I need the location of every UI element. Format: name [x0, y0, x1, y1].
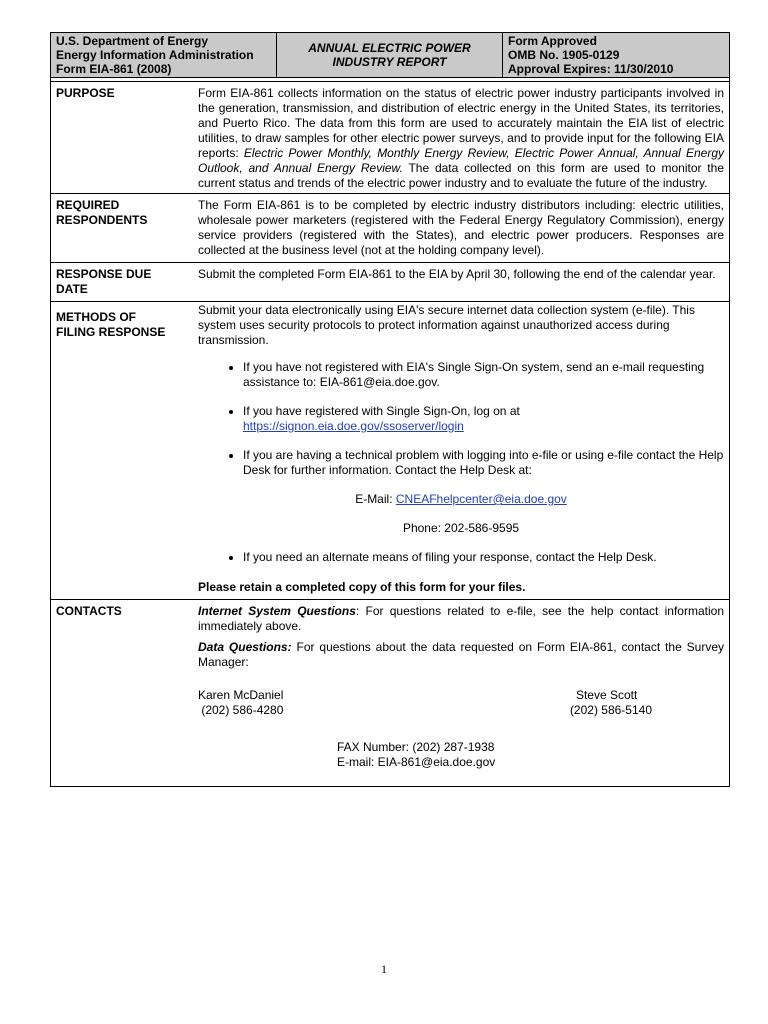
form-header: [51, 33, 730, 78]
respondents-row: [50, 194, 730, 263]
purpose-text-b: The data collected on this form are used to monitor the current status and trends of the electric power industry and to evaluate the future of the industry.: [198, 161, 724, 190]
signon-link[interactable]: https://signon.eia.doe.gov/ssoserver/login: [243, 419, 464, 433]
respondents-text: The Form EIA-861 is to be completed by electric industry distributors including: electric utilities, wholesale power marketers (registered with the Federal Energy Regulatory Commission), energy service providers (registered with the States), and electric power producers. Responses are collected at the business level (not at the holding company level).: [190, 194, 730, 263]
due-date-label-1: RESPONSE DUE: [56, 267, 152, 281]
methods-bullet-list: [198, 360, 724, 478]
help-desk-phone: Phone: 202-586-9595: [402, 521, 520, 535]
agency-line-1: U.S. Department of Energy: [56, 34, 209, 48]
methods-label: [50, 302, 190, 600]
methods-row: [50, 302, 730, 600]
methods-intro: Submit your data electronically using EIA's secure internet data collection system (e-file). This system uses security protocols to protect information against unauthorized access during transmission.: [198, 303, 695, 347]
bullet-alternate: • If you need an alternate means of filing your response, contact the Help Desk.: [243, 550, 724, 565]
title-line-2: INDUSTRY REPORT: [332, 55, 447, 69]
data-heading: Data Questions:: [198, 640, 292, 654]
respondents-label-1: REQUIRED: [56, 198, 120, 212]
approval-expires: Approval Expires: 11/30/2010: [508, 62, 674, 76]
omb-number: OMB No. 1905-0129: [508, 48, 620, 62]
internet-heading: Internet System Questions: [198, 604, 356, 618]
data-text: For questions about the data requested on Form EIA-861, contact the Survey Manager:: [198, 640, 725, 669]
purpose-text-a: Form EIA-861 collects information on the status of electric power industry participants involved in the generation, transmission, and distribution of electric energy in the United States, its territories, and Puerto Rico. The data from this form are used to accurately maintain the EIA list of electric utilities, to draw samples for other electric power surveys, and to provide input for the following EIA reports:: [198, 86, 724, 160]
purpose-row: [50, 82, 730, 194]
contact-email: E-mail: EIA-861@eia.doe.gov: [337, 755, 496, 769]
form-number: Form EIA-861 (2008): [56, 62, 172, 76]
bullet-signon-text: If you have registered with Single Sign-On, log on at: [243, 404, 520, 418]
methods-label-1: METHODS OF: [56, 310, 136, 324]
internet-questions: [198, 604, 724, 634]
approval-line-1: Form Approved: [508, 34, 597, 48]
bullet-signon: [243, 404, 724, 434]
contacts-row: [50, 600, 730, 775]
contact-name: Steve Scott: [575, 688, 638, 702]
respondents-label: [50, 194, 190, 263]
help-desk-email-link[interactable]: CNEAFhelpcenter@eia.doe.gov: [395, 492, 567, 506]
page-number: 1: [381, 962, 387, 976]
methods-content: [190, 302, 730, 600]
help-desk-email: [198, 492, 724, 507]
title-line-1: ANNUAL ELECTRIC POWER: [308, 41, 471, 55]
eia-861-form: [50, 32, 730, 78]
contacts-label: CONTACTS: [50, 600, 190, 775]
purpose-text: [190, 82, 730, 194]
contact-steve: [570, 688, 652, 718]
purpose-label: PURPOSE: [50, 82, 190, 194]
due-date-label-2: DATE: [56, 282, 88, 296]
bullet-register: • If you have not registered with EIA's Single Sign-On system, send an e-mail requesting assistance to: EIA-861@eia.doe.gov.: [243, 360, 724, 390]
internet-text: : For questions related to e-file, see the help contact information immediately above.: [198, 604, 724, 633]
fax-email-block: [198, 740, 724, 770]
methods-label-2: FILING RESPONSE: [56, 325, 166, 339]
purpose-text-italic: Electric Power Monthly, Monthly Energy Review, Electric Power Annual, Annual Energy Outlook, and Annual Energy Review.: [198, 146, 724, 175]
data-questions: [198, 640, 724, 670]
form-body: [50, 81, 730, 774]
due-date-row: [50, 263, 730, 302]
survey-managers: [198, 688, 724, 718]
contact-name: Karen McDaniel: [198, 688, 284, 702]
contact-phone: (202) 586-5140: [569, 703, 652, 717]
bullet-help-desk: • If you are having a technical problem with logging into e-file or using e-file contact the Help Desk for further information. Contact the Help Desk at:: [243, 448, 724, 478]
due-date-text: Submit the completed Form EIA-861 to the EIA by April 30, following the end of the calendar year.: [190, 263, 730, 302]
methods-bullet-list-2: [198, 550, 724, 565]
report-title: [277, 33, 503, 78]
respondents-label-2: RESPONDENTS: [56, 213, 148, 227]
contacts-content: [190, 600, 730, 775]
agency-line-2: Energy Information Administration: [56, 48, 254, 62]
approval-cell: [503, 33, 730, 78]
retain-note: Please retain a completed copy of this form for your files.: [198, 580, 526, 594]
due-date-label: [50, 263, 190, 302]
email-label: E-Mail:: [355, 492, 396, 506]
agency-cell: [51, 33, 277, 78]
contact-karen: [198, 688, 283, 718]
contact-phone: (202) 586-4280: [198, 703, 284, 717]
fax-number: FAX Number: (202) 287-1938: [337, 740, 495, 754]
